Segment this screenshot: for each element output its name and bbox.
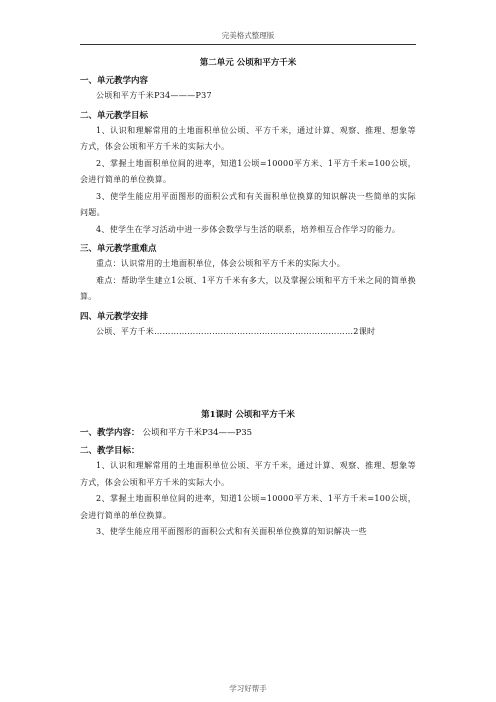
- section-heading: 二、单元教学目标: [80, 110, 149, 121]
- section-heading: 三、单元教学重难点: [80, 244, 157, 254]
- paragraph: 3、使学生能应用平面图形的面积公式和有关面积单位换算的知识解决一些: [96, 527, 367, 536]
- paragraph: 2、掌握土地面积单位间的进率，知道1公顷=10000平方米、1平方千米=100公顷，会进行简单的单位换算。: [80, 494, 416, 520]
- paragraph: 2、掌握土地面积单位间的进率，知道1公顷=10000平方米、1平方千米=100公顷，会进行简单的单位换算。: [80, 158, 416, 184]
- lesson-goals-heading: 二、教学目标：: [80, 446, 140, 456]
- paragraph: 1、认识和理解常用的土地面积单位公顷、平方千米，通过计算、观察、推理、想象等方式，体会公顷和平方千米的实际大小。: [80, 461, 416, 487]
- header-rule: [80, 44, 416, 45]
- lesson-content-label: 一、教学内容：: [80, 428, 140, 438]
- spacer: [80, 340, 416, 408]
- paragraph: 1、认识和理解常用的土地面积单位公顷、平方千米，通过计算、观察、推理、想象等方式，体会公顷和平方千米的实际大小。: [80, 125, 416, 151]
- paragraph: 4、使学生在学习活动中进一步体会数学与生活的联系，培养相互合作学习的能力。: [96, 224, 401, 234]
- paragraph: 3、使学生能应用平面图形的面积公式和有关面积单位换算的知识解决一些简单的实际问题。: [80, 191, 416, 217]
- document-body: [80, 56, 416, 541]
- page-footer: 学习好帮手: [229, 684, 267, 693]
- unit-section-keypoints: [80, 242, 416, 306]
- unit-section-goals: [80, 109, 416, 239]
- paragraph: 难点：帮助学生建立1公顷、1平方千米有多大，以及掌握公顷和平方千米之间的简单换算。: [80, 275, 416, 301]
- section-heading: 一、单元教学内容: [80, 76, 149, 86]
- lesson-content-value: 公顷和平方千米P34——P35: [142, 428, 253, 438]
- unit-section-content: [80, 74, 416, 105]
- paragraph: 公顷、平方千米………………………………………………………………2课时: [96, 326, 376, 336]
- lesson-title: 第1课时 公顷和平方千米: [201, 410, 295, 420]
- unit-section-schedule: [80, 310, 416, 341]
- paragraph: 公顷和平方千米P34———P37: [96, 91, 212, 100]
- lesson-content-line: [80, 426, 416, 440]
- section-heading: 四、单元教学安排: [80, 311, 149, 322]
- page-header: 完美格式整理版: [221, 31, 275, 40]
- unit-title: 第二单元 公顷和平方千米: [199, 58, 297, 68]
- paragraph: 重点：认识常用的土地面积单位，体会公顷和平方千米的实际大小。: [96, 259, 345, 268]
